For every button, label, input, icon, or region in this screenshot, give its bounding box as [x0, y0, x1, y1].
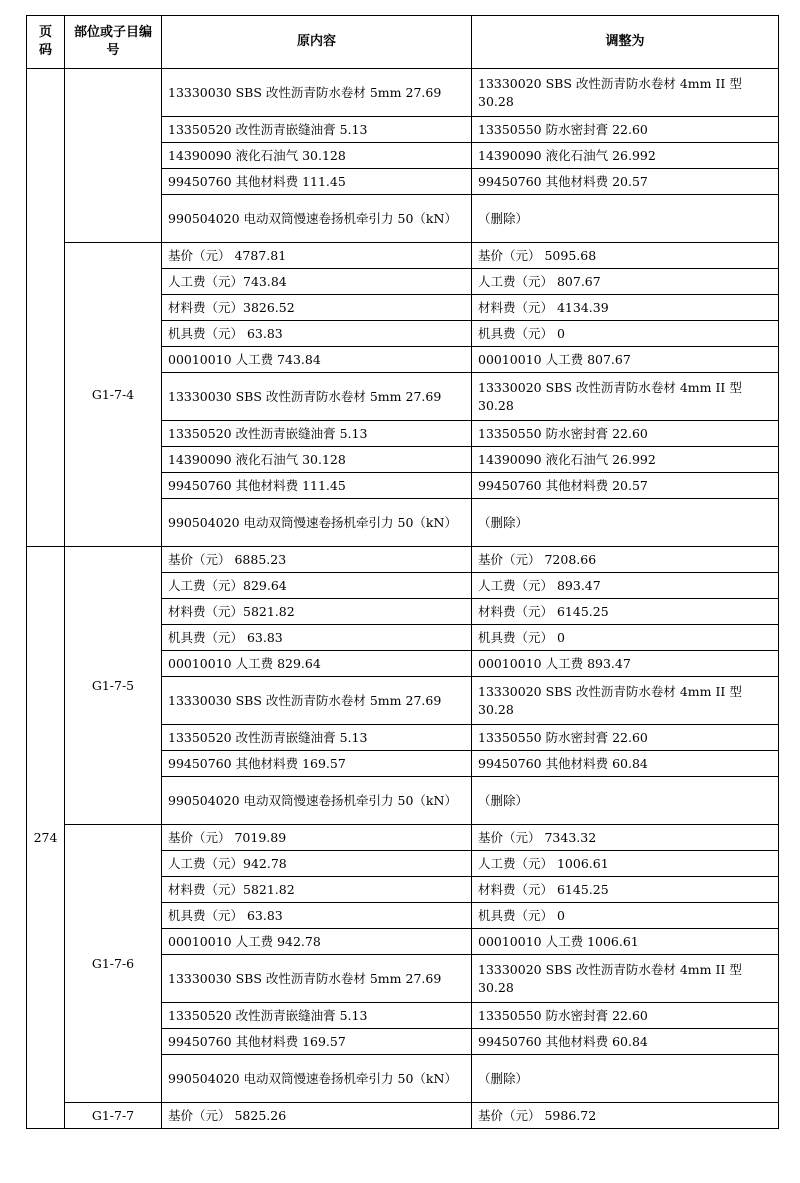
adjusted-content: 人工费（元） 807.67	[472, 269, 779, 295]
original-content: 00010010 人工费 829.64	[162, 651, 472, 677]
page-cell-blank	[27, 69, 65, 547]
original-content: 材料费（元）5821.82	[162, 599, 472, 625]
original-content: 机具费（元） 63.83	[162, 625, 472, 651]
original-content: 13350520 改性沥青嵌缝油膏 5.13	[162, 117, 472, 143]
original-content: 13350520 改性沥青嵌缝油膏 5.13	[162, 1003, 472, 1029]
original-content: 基价（元） 6885.23	[162, 547, 472, 573]
deleted-marker: （删除）	[472, 777, 779, 825]
adjusted-content: 材料费（元） 4134.39	[472, 295, 779, 321]
original-content: 00010010 人工费 743.84	[162, 347, 472, 373]
adjusted-content: 机具费（元） 0	[472, 625, 779, 651]
header-orig: 原内容	[162, 16, 472, 69]
adjusted-content: 13330020 SBS 改性沥青防水卷材 4mm II 型 30.28	[472, 677, 779, 725]
adjusted-content: 13330020 SBS 改性沥青防水卷材 4mm II 型 30.28	[472, 955, 779, 1003]
adjusted-content: 基价（元） 5095.68	[472, 243, 779, 269]
adjusted-content: 13350550 防水密封膏 22.60	[472, 117, 779, 143]
adjusted-content: 13330020 SBS 改性沥青防水卷材 4mm II 型 30.28	[472, 373, 779, 421]
original-content: 基价（元） 4787.81	[162, 243, 472, 269]
adjusted-content: 99450760 其他材料费 20.57	[472, 169, 779, 195]
adjusted-content: 机具费（元） 0	[472, 321, 779, 347]
table-row	[27, 69, 779, 117]
item-code	[65, 69, 162, 243]
adjusted-content: 00010010 人工费 893.47	[472, 651, 779, 677]
original-content: 99450760 其他材料费 169.57	[162, 751, 472, 777]
original-content: 13330030 SBS 改性沥青防水卷材 5mm 27.69	[162, 373, 472, 421]
adjusted-content: 13350550 防水密封膏 22.60	[472, 725, 779, 751]
table-row	[27, 243, 779, 269]
original-content: 材料费（元）5821.82	[162, 877, 472, 903]
original-content: 基价（元） 7019.89	[162, 825, 472, 851]
deleted-marker: （删除）	[472, 195, 779, 243]
adjusted-content: 99450760 其他材料费 60.84	[472, 751, 779, 777]
adjusted-content: 99450760 其他材料费 60.84	[472, 1029, 779, 1055]
adjusted-content: 00010010 人工费 807.67	[472, 347, 779, 373]
table-row	[27, 1103, 779, 1129]
header-code: 部位或子目编号	[65, 16, 162, 69]
header-new: 调整为	[472, 16, 779, 69]
original-content: 99450760 其他材料费 169.57	[162, 1029, 472, 1055]
original-content: 14390090 液化石油气 30.128	[162, 447, 472, 473]
original-content: 机具费（元） 63.83	[162, 321, 472, 347]
adjusted-content: 14390090 液化石油气 26.992	[472, 447, 779, 473]
adjusted-content: 13350550 防水密封膏 22.60	[472, 421, 779, 447]
adjusted-content: 13330020 SBS 改性沥青防水卷材 4mm II 型 30.28	[472, 69, 779, 117]
adjusted-content: 00010010 人工费 1006.61	[472, 929, 779, 955]
original-content: 990504020 电动双筒慢速卷扬机牵引力 50（kN）	[162, 195, 472, 243]
original-content: 13330030 SBS 改性沥青防水卷材 5mm 27.69	[162, 955, 472, 1003]
adjusted-content: 机具费（元） 0	[472, 903, 779, 929]
item-code: G1-7-5	[65, 547, 162, 825]
original-content: 990504020 电动双筒慢速卷扬机牵引力 50（kN）	[162, 777, 472, 825]
adjusted-content: 基价（元） 7208.66	[472, 547, 779, 573]
adjusted-content: 基价（元） 5986.72	[472, 1103, 779, 1129]
original-content: 99450760 其他材料费 111.45	[162, 473, 472, 499]
original-content: 990504020 电动双筒慢速卷扬机牵引力 50（kN）	[162, 499, 472, 547]
original-content: 人工费（元）743.84	[162, 269, 472, 295]
original-content: 99450760 其他材料费 111.45	[162, 169, 472, 195]
item-code: G1-7-7	[65, 1103, 162, 1129]
original-content: 基价（元） 5825.26	[162, 1103, 472, 1129]
original-content: 13330030 SBS 改性沥青防水卷材 5mm 27.69	[162, 677, 472, 725]
item-code: G1-7-4	[65, 243, 162, 547]
original-content: 材料费（元）3826.52	[162, 295, 472, 321]
table-row	[27, 547, 779, 573]
adjusted-content: 人工费（元） 893.47	[472, 573, 779, 599]
table-body	[27, 69, 779, 1129]
adjustment-table	[26, 15, 779, 1129]
original-content: 人工费（元）942.78	[162, 851, 472, 877]
deleted-marker: （删除）	[472, 499, 779, 547]
original-content: 990504020 电动双筒慢速卷扬机牵引力 50（kN）	[162, 1055, 472, 1103]
item-code: G1-7-6	[65, 825, 162, 1103]
adjusted-content: 13350550 防水密封膏 22.60	[472, 1003, 779, 1029]
original-content: 00010010 人工费 942.78	[162, 929, 472, 955]
header-row	[27, 16, 779, 69]
adjusted-content: 14390090 液化石油气 26.992	[472, 143, 779, 169]
original-content: 机具费（元） 63.83	[162, 903, 472, 929]
adjusted-content: 材料费（元） 6145.25	[472, 599, 779, 625]
table-row	[27, 825, 779, 851]
original-content: 14390090 液化石油气 30.128	[162, 143, 472, 169]
adjusted-content: 材料费（元） 6145.25	[472, 877, 779, 903]
deleted-marker: （删除）	[472, 1055, 779, 1103]
original-content: 13330030 SBS 改性沥青防水卷材 5mm 27.69	[162, 69, 472, 117]
page-number: 274	[27, 547, 65, 1129]
original-content: 13350520 改性沥青嵌缝油膏 5.13	[162, 725, 472, 751]
adjusted-content: 基价（元） 7343.32	[472, 825, 779, 851]
adjusted-content: 人工费（元） 1006.61	[472, 851, 779, 877]
original-content: 13350520 改性沥青嵌缝油膏 5.13	[162, 421, 472, 447]
original-content: 人工费（元）829.64	[162, 573, 472, 599]
header-page: 页码	[27, 16, 65, 69]
adjusted-content: 99450760 其他材料费 20.57	[472, 473, 779, 499]
